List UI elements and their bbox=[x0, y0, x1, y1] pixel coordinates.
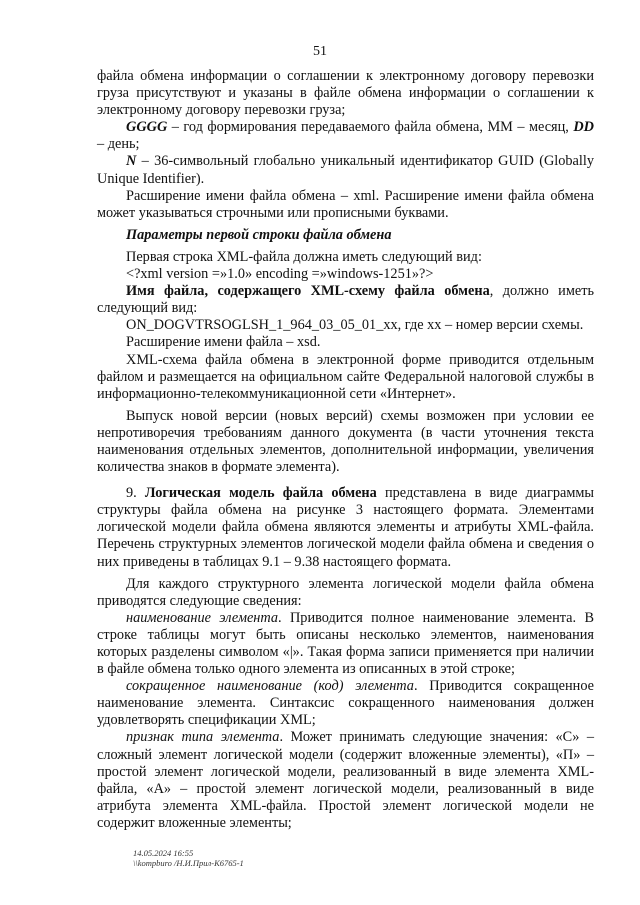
stamp-path: \\kompburo /Н.И.Прил-К6765-1 bbox=[133, 858, 244, 868]
term-dd: DD bbox=[573, 119, 594, 136]
paragraph-element-info: Для каждого структурного элемента логической модели файла обмена приводятся следующие сведения: bbox=[97, 575, 594, 609]
item-number: 9. bbox=[126, 485, 145, 502]
paragraph-extension-xml: Расширение имени файла обмена – xml. Расширение имени файла обмена может указываться строчными или прописными буквами. bbox=[97, 187, 594, 221]
stamp-date: 14.05.2024 16:55 bbox=[133, 848, 194, 858]
section-heading-first-line: Параметры первой строки файла обмена bbox=[126, 226, 392, 243]
term-gggg-text: – год формирования передаваемого файла обмена, ММ – месяц, bbox=[167, 119, 574, 136]
term-dd-text: – день; bbox=[97, 136, 140, 153]
schema-filename-text: , должно иметь следующий вид: bbox=[97, 283, 594, 317]
term-n: N bbox=[126, 153, 137, 170]
paragraph-element-code bbox=[97, 678, 594, 729]
paragraph-new-version: Выпуск новой версии (новых версий) схемы возможен при условии ее непротиворечия требованиям данного документа (в части уточнения текста наименования отдельных элементов, дополнительной информации, увеличения количества знаков в формате элемента). bbox=[97, 407, 594, 476]
logical-model-text: представлена в виде диаграммы структуры файла обмена на рисунке 3 настоящего формата. Элементами логической модели файла обмена являются элементы и атрибуты XML-файла. Перечень структурных элементов логической модели файла обмена и сведения о них приведены в таблицах 9.1 – 9.38 настоящего формата. bbox=[97, 485, 595, 570]
paragraph-n-definition bbox=[97, 153, 594, 187]
term-n-text: – 36-символьный глобально уникальный идентификатор GUID (Globally Unique Identifier). bbox=[97, 153, 594, 187]
paragraph-schema-publication: XML-схема файла обмена в электронной форме приводится отдельным файлом и размещается на официальном сайте Федеральной налоговой службы в информационно-телекоммуникационной сети «Интернет». bbox=[97, 351, 594, 402]
term-element-code: сокращенное наименование (код) элемента bbox=[126, 678, 414, 695]
paragraph-extension-xsd: Расширение имени файла – xsd. bbox=[126, 334, 321, 351]
paragraph-element-type bbox=[97, 729, 594, 832]
element-code-text: . Приводится сокращенное наименование элемента. Синтаксис сокращенного наименования должен удовлетворять спецификации XML; bbox=[97, 678, 595, 729]
paragraph-gggg-definition bbox=[97, 119, 594, 153]
paragraph-continuation: файла обмена информации о соглашении к электронному договору перевозки груза присутствуют и указаны в файле обмена информации о соглашении к электронному договору перевозки груза; bbox=[97, 68, 594, 119]
term-element-type: признак типа элемента bbox=[126, 729, 280, 746]
schema-filename-bold: Имя файла, содержащего XML-схему файла обмена bbox=[126, 283, 490, 300]
schema-filename-pattern: ON_DOGVTRSOGLSH_1_964_03_05_01_xx, где хх – номер версии схемы. bbox=[126, 317, 584, 334]
element-type-text: . Может принимать следующие значения: «С» – сложный элемент логической модели (содержит вложенные элементы), «П» – простой элемент логической модели, реализованный в виде элемента XML-файла, «А» – простой элемент логической модели, реализованный в виде атрибута элемента XML-файла. Простой элемент логической модели не содержит вложенные элементы; bbox=[97, 729, 594, 831]
page-number: 51 bbox=[313, 44, 327, 59]
term-gggg: GGGG bbox=[126, 119, 168, 136]
xml-declaration: <?xml version =»1.0» encoding =»windows-1251»?> bbox=[126, 266, 434, 283]
paragraph-element-name bbox=[97, 610, 594, 678]
paragraph-first-line: Первая строка XML-файла должна иметь следующий вид: bbox=[126, 248, 482, 265]
print-stamp bbox=[133, 848, 244, 868]
term-element-name: наименование элемента bbox=[126, 609, 279, 626]
paragraph-schema-filename bbox=[97, 283, 594, 317]
document-body bbox=[97, 68, 594, 832]
paragraph-logical-model bbox=[97, 485, 594, 570]
logical-model-bold: Логическая модель файла обмена bbox=[144, 485, 377, 502]
element-name-text: . Приводится полное наименование элемента. В строке таблицы могут быть описаны несколько элементов, наименования которых разделены символом «|». Такая форма записи применяется при наличии в файле обмена только одного элемента из описанных в этой строке; bbox=[97, 609, 594, 678]
